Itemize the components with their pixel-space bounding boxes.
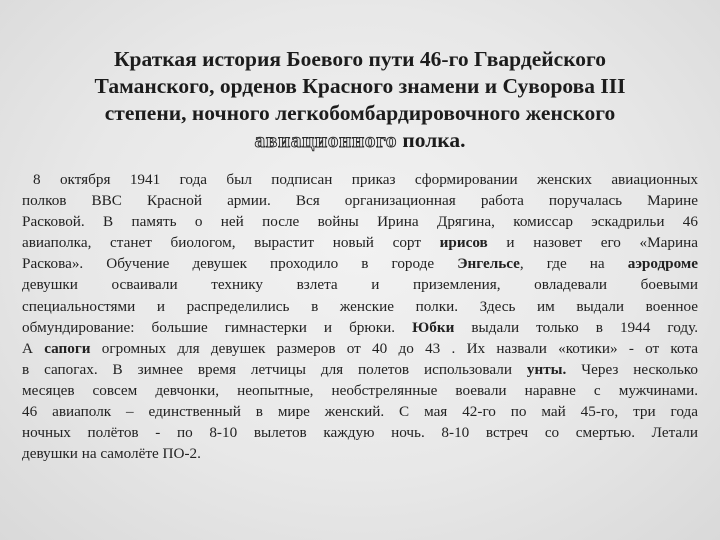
- title-line-3: степени, ночного легкобомбардировочного женского: [104, 101, 616, 125]
- body-text-segment: огромных для девушек размеров от 40 до 43 . Их назвали «котики» - от кота: [90, 339, 698, 357]
- body-line-14: девушки на самолёте ПО-2.: [22, 445, 201, 463]
- body-bold-engels: Энгельсе: [457, 255, 520, 273]
- body-bold-skirts: Юбки: [412, 318, 455, 336]
- body-text-segment: обмундирование: большие гимнастерки и брюки.: [22, 318, 413, 336]
- title-line-4: [40, 127, 680, 154]
- slide-title: [40, 46, 680, 154]
- body-text-segment: Раскова». Обучение девушек проходило в городе: [22, 255, 458, 273]
- body-text-segment: авиаполка, станет биологом, вырастит новый сорт: [22, 234, 440, 252]
- body-text-segment: и назовет его «Марина: [487, 234, 698, 252]
- title-line-2: Таманского, орденов Красного знамени и Суворова III: [94, 74, 626, 98]
- body-text-segment: Через несколько: [566, 360, 698, 378]
- body-line-10: [22, 359, 698, 380]
- body-line-6: девушки осваивали технику взлета и приземления, овладевали боевыми: [22, 276, 698, 294]
- body-bold-boots: сапоги: [44, 339, 91, 357]
- body-line-9: [22, 338, 698, 359]
- body-line-12: 46 авиаполк – единственный в мире женский. С мая 42-го по май 45-го, три года: [22, 403, 698, 421]
- body-text-segment: , где на: [519, 255, 628, 273]
- body-line-2: полков ВВС Красной армии. Вся организационная работа поручалась Марине: [22, 192, 698, 210]
- body-paragraph: [22, 169, 698, 464]
- title-line-4-rest: полка.: [397, 128, 466, 152]
- body-text-segment: выдали только в 1944 году.: [454, 318, 698, 336]
- body-line-11: месяцев совсем девчонки, неопытные, необстрелянные воевали наравне с мужчинами.: [22, 381, 698, 399]
- body-line-3: Расковой. В память о ней после войны Ирина Дрягина, комиссар эскадрильи 46: [22, 213, 698, 231]
- body-bold-irises: ирисов: [439, 234, 488, 252]
- body-text-segment: в сапогах. В зимнее время летчицы для полетов использовали: [22, 360, 527, 378]
- body-text-segment: А: [22, 339, 45, 357]
- title-line-1: Краткая история Боевого пути 46-го Гвардейского: [113, 47, 607, 71]
- body-line-1: 8 октября 1941 года был подписан приказ сформировании женских авиационных: [33, 171, 698, 188]
- body-line-7: специальностями и распределились в женские полки. Здесь им выдали военное: [22, 297, 698, 315]
- body-line-13: ночных полётов - по 8-10 вылетов каждую ночь. 8-10 встреч со смертью. Летали: [22, 424, 698, 442]
- title-outlined-word: авиационного: [254, 128, 398, 152]
- body-line-4: [22, 232, 698, 253]
- body-line-5: [22, 253, 698, 274]
- body-bold-unty: унты.: [526, 360, 567, 378]
- body-line-8: [22, 317, 698, 338]
- body-bold-airfield: аэродроме: [627, 255, 698, 273]
